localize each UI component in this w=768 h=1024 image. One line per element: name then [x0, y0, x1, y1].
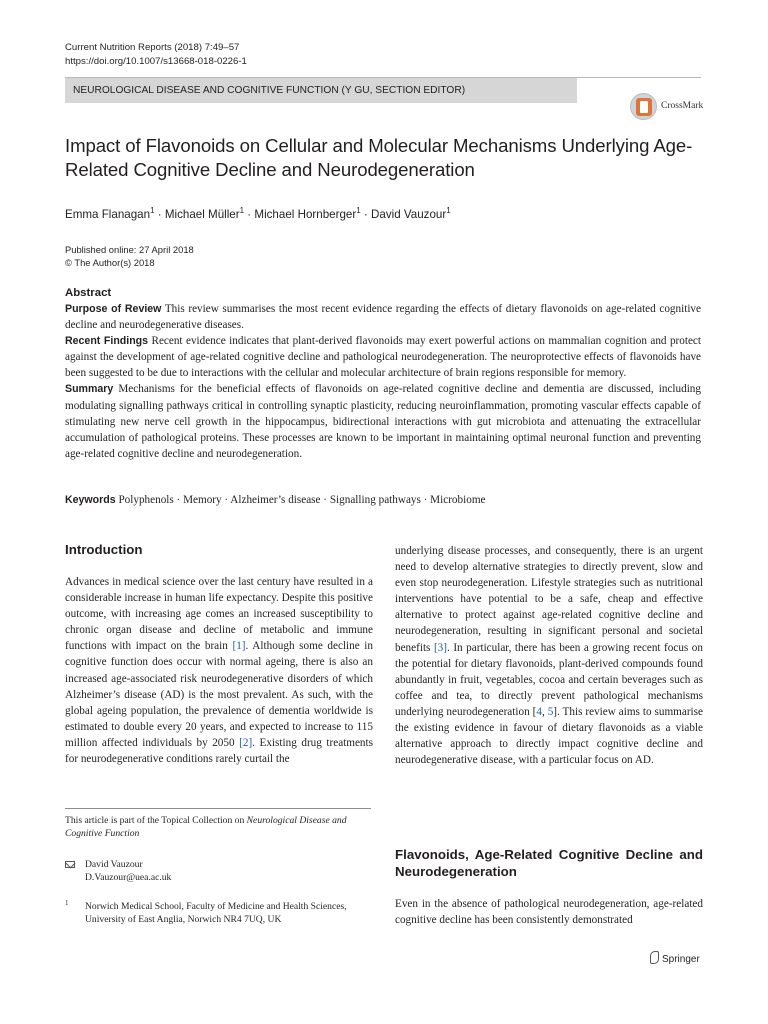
contact-email[interactable]: D.Vauzour@uea.ac.uk [85, 872, 172, 883]
crossmark-icon [630, 93, 657, 120]
affiliation [65, 900, 375, 926]
crossmark-label: CrossMark [661, 101, 704, 111]
purpose-label: Purpose of Review [65, 303, 162, 315]
author-list [65, 204, 451, 222]
purpose-text: This review summarises the most recent evidence regarding the effects of dietary flavonoids on age-related cognitive decline and neurodegenerative diseases. [65, 303, 701, 332]
summary-text: Mechanisms for the beneficial effects of flavonoids on age-related cognitive decline and dementia are discussed, including modulating signalling pathways critical in controlling synaptic plasticity, reducing neuroinflammation, promoting vascular effects capable of stimulating new nerve cell growth in the hippocampus, bidirectional interactions with gut microbiota and attenuating the extracellular accumulation of pathological proteins. These processes are known to be important in maintaining optimal neuronal function and preventing age-related cognitive decline and neurodegeneration. [65, 383, 701, 460]
topical-collection-note: This article is part of the Topical Collection on Neurological Disease and Cognitive Function [65, 815, 347, 839]
author-name[interactable]: Emma Flanagan [65, 207, 151, 221]
author-affiliation: 1 [446, 206, 451, 215]
article-title: Impact of Flavonoids on Cellular and Molecular Mechanisms Underlying Age-Related Cognitive Decline and Neurodegeneration [65, 135, 693, 180]
section-2 [395, 846, 703, 928]
publisher-name: Springer [662, 954, 700, 965]
keywords-label: Keywords [65, 494, 116, 506]
envelope-icon [65, 861, 75, 868]
publication-info [65, 244, 194, 269]
citation-link[interactable]: 4 [536, 705, 542, 718]
abstract-heading: Abstract [65, 287, 112, 299]
intro-paragraph: Advances in medical science over the last century have resulted in a considerable increase in human life expectancy. Despite this positive outcome, with increasing age comes an increased susceptibility to chronic organ disease and decline of metabolic and immune functions with impact on the brain [1]. Although some decline in cognitive function does occur with normal ageing, there is also an increased age-associated risk neurodegenerative disorders of which Alzheimer’s disease (AD) is the most prevalent. As such, with the global ageing population, the prevalence of dementia worldwide is estimated to double every 20 years, and expected to increase to 115 million affected individuals by 2050 [2]. Existing drug treatments for neurodegenerative conditions rarely curtail the [65, 576, 374, 766]
intro-paragraph-continued: underlying disease processes, and consequently, there is an urgent need to develop alternative strategies to directly prevent, slow and even stop neurodegeneration. Lifestyle strategies such as nutritional interventions have potential to be a safe, cheap and effective alternative to protect against age-related cognitive decline and neurodegeneration, resulting in significant personal and societal benefits [3]. In particular, there has been a growing recent focus on the potential for dietary flavonoids, plant-derived compounds found abundantly in fruit, vegetables, cocoa and certain beverages such as coffee and tea, to directly prevent pathological mechanisms underlying neurodegeneration [4, 5]. This review aims to summarise the existing evidence in favour of dietary flavonoids as a viable alternative approach to directly impact cognitive decline and neurodegenerative disease, with a particular focus on AD. [395, 545, 703, 767]
section-2-paragraph: Even in the absence of pathological neurodegeneration, age-related cognitive decline has been consistently demonstrated [395, 898, 703, 927]
topical-collection-name[interactable]: Neurological Disease and Cognitive Function [65, 815, 347, 839]
keywords [65, 492, 701, 508]
citation-link[interactable]: 5 [547, 705, 554, 718]
contact-name: David Vauzour [85, 859, 143, 870]
doi-link[interactable]: https://doi.org/10.1007/s13668-018-0226-1 [65, 56, 247, 67]
crossmark-badge[interactable] [630, 93, 704, 121]
author-affiliation: 1 [356, 206, 361, 215]
left-column [65, 541, 373, 767]
right-column [395, 543, 703, 768]
flavonoids-heading: Flavonoids, Age-Related Cognitive Decline and Neurodegeneration [395, 847, 703, 879]
summary-label: Summary [65, 383, 114, 396]
author-affiliation: 1 [150, 206, 155, 215]
citation-link[interactable]: [2] [239, 736, 253, 749]
findings-text: Recent evidence indicates that plant-derived flavonoids may exert powerful actions on mammalian cognition and protect against the development of age-related cognitive decline and pathological neurodegeneration. The neuroprotective effects of flavonoids have been suggested to be due to interactions with the cellular and molecular architecture of brain regions responsible for memory. [65, 335, 701, 380]
copyright-icon: © [65, 256, 72, 268]
author-name[interactable]: Michael Hornberger [254, 207, 357, 221]
author-name[interactable]: David Vauzour [371, 207, 447, 221]
corresponding-author [65, 858, 375, 884]
keywords-list: Polyphenols · Memory · Alzheimer’s disease · Signalling pathways · Microbiome [118, 494, 486, 506]
author-separator: · [247, 207, 252, 221]
published-date: Published online: 27 April 2018 [65, 244, 194, 255]
publisher-logo [650, 951, 700, 965]
journal-citation: Current Nutrition Reports (2018) 7:49–57 [65, 42, 240, 53]
author-name[interactable]: Michael Müller [164, 207, 240, 221]
citation-link[interactable]: [1] [232, 640, 246, 653]
section-banner: NEUROLOGICAL DISEASE AND COGNITIVE FUNCTION (Y GU, SECTION EDITOR) [65, 78, 577, 103]
footnote-rule [65, 808, 371, 809]
findings-label: Recent Findings [65, 335, 149, 348]
springer-horse-icon [650, 951, 659, 964]
copyright-line: © The Author(s) 2018 [65, 256, 155, 268]
introduction-heading: Introduction [65, 542, 143, 557]
author-separator: · [363, 207, 368, 221]
affiliation-number: 1 [65, 899, 69, 907]
author-affiliation: 1 [239, 206, 245, 215]
author-separator: · [157, 207, 162, 221]
affiliation-text: Norwich Medical School, Faculty of Medicine and Health Sciences, University of East Anglia, Norwich NR4 7UQ, UK [85, 901, 347, 925]
citation-link[interactable]: [3] [433, 641, 447, 654]
abstract-body [65, 301, 701, 462]
